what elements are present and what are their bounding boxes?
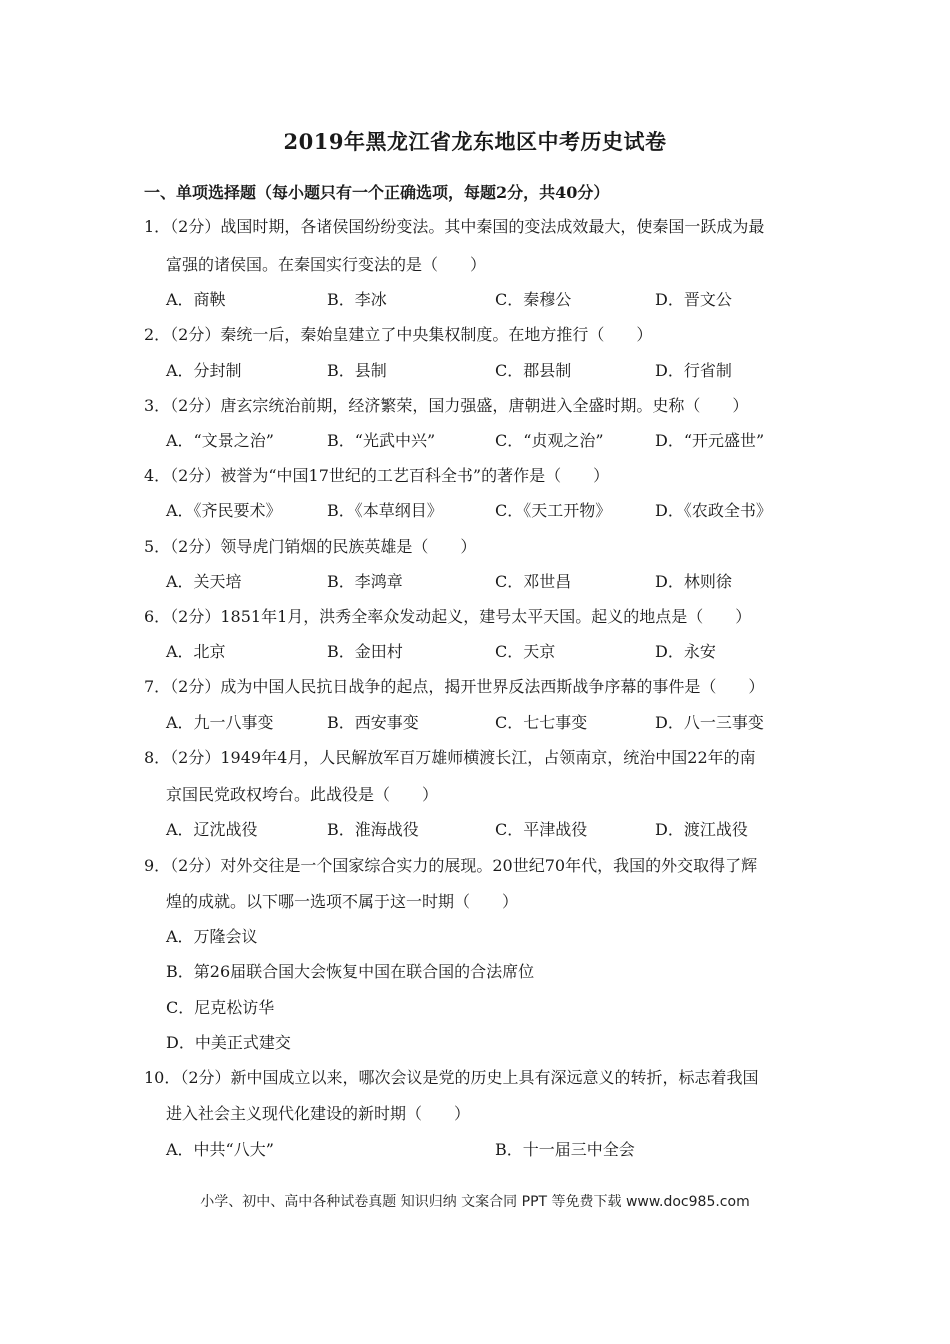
footer-ad-text[interactable]: 小学、初中、高中各种试卷真题 知识归纳 文案合同 PPT 等免费下载 www.doc985.com [200,1194,750,1210]
question-7-option-c: C．七七事变 [495,713,588,732]
question-10-stem-line1: 10．（2分）新中国成立以来，哪次会议是党的历史上具有深远意义的转折，标志着我国 [144,1068,759,1087]
question-1-option-a: A．商鞅 [166,290,226,309]
question-8-stem-line2: 京国民党政权垮台。此战役是（ ） [166,785,439,804]
question-4-option-b: B．《本草纲目》 [327,501,443,520]
question-9-option-a: A．万隆会议 [166,927,258,946]
question-7-option-b: B．西安事变 [327,713,419,732]
question-3-option-c: C．“贞观之治” [495,431,604,450]
question-7-option-d: D．八一三事变 [655,713,764,732]
question-4-stem: 4．（2分）被誉为“中国17世纪的工艺百科全书”的著作是（ ） [144,466,610,485]
question-3-option-b: B．“光武中兴” [327,431,436,450]
question-1-option-b: B．李冰 [327,290,387,309]
question-5-option-c: C．邓世昌 [495,572,572,591]
question-7-stem: 7．（2分）成为中国人民抗日战争的起点，揭开世界反法西斯战争序幕的事件是（ ） [144,677,765,696]
question-9-option-d: D．中美正式建交 [166,1033,291,1052]
question-10-option-a: A．中共“八大” [166,1140,274,1159]
question-10-option-b: B．十一届三中全会 [495,1140,635,1159]
question-6-option-b: B．金田村 [327,642,403,661]
question-4-option-d: D．《农政全书》 [655,501,772,520]
question-8-option-c: C．平津战役 [495,820,588,839]
question-2-option-a: A．分封制 [166,361,242,380]
question-2-option-b: B．县制 [327,361,387,380]
question-1-stem-line1: 1．（2分）战国时期，各诸侯国纷纷变法。其中秦国的变法成效最大，使秦国一跃成为最 [144,217,765,236]
page-title: 2019年黑龙江省龙东地区中考历史试卷 [283,129,667,154]
question-6-option-c: C．天京 [495,642,556,661]
question-9-stem-line1: 9．（2分）对外交往是一个国家综合实力的展现。20世纪70年代，我国的外交取得了辉 [144,856,758,875]
question-10-stem-line2: 进入社会主义现代化建设的新时期（ ） [166,1104,471,1123]
question-2-stem: 2．（2分）秦统一后，秦始皇建立了中央集权制度。在地方推行（ ） [144,325,653,344]
question-5-option-b: B．李鸿章 [327,572,403,591]
question-3-stem: 3．（2分）唐玄宗统治前期，经济繁荣，国力强盛，唐朝进入全盛时期。史称（ ） [144,396,749,415]
question-1-option-c: C．秦穆公 [495,290,572,309]
section-heading: 一、单项选择题（每小题只有一个正确选项，每题2分，共40分） [144,183,610,202]
question-5-option-d: D．林则徐 [655,572,732,591]
question-2-option-c: C．郡县制 [495,361,572,380]
question-5-stem: 5．（2分）领导虎门销烟的民族英雄是（ ） [144,537,477,556]
question-8-stem-line1: 8．（2分）1949年4月，人民解放军百万雄师横渡长江，占领南京，统治中国22年的南 [144,748,756,767]
question-6-option-a: A．北京 [166,642,226,661]
question-4-option-c: C．《天工开物》 [495,501,612,520]
question-3-option-a: A．“文景之治” [166,431,274,450]
question-4-option-a: A．《齐民要术》 [166,501,282,520]
question-6-stem: 6．（2分）1851年1月，洪秀全率众发动起义，建号太平天国。起义的地点是（ ） [144,607,752,626]
question-9-option-c: C．尼克松访华 [166,998,275,1017]
question-5-option-a: A．关天培 [166,572,242,591]
question-9-stem-line2: 煌的成就。以下哪一选项不属于这一时期（ ） [166,892,519,911]
question-6-option-d: D．永安 [655,642,716,661]
question-8-option-a: A．辽沈战役 [166,820,258,839]
question-1-stem-line2: 富强的诸侯国。在秦国实行变法的是（ ） [166,255,487,274]
question-8-option-d: D．渡江战役 [655,820,748,839]
question-2-option-d: D．行省制 [655,361,732,380]
question-7-option-a: A．九一八事变 [166,713,274,732]
question-3-option-d: D．“开元盛世” [655,431,765,450]
question-1-option-d: D．晋文公 [655,290,732,309]
question-9-option-b: B．第26届联合国大会恢复中国在联合国的合法席位 [166,962,535,981]
question-8-option-b: B．淮海战役 [327,820,419,839]
